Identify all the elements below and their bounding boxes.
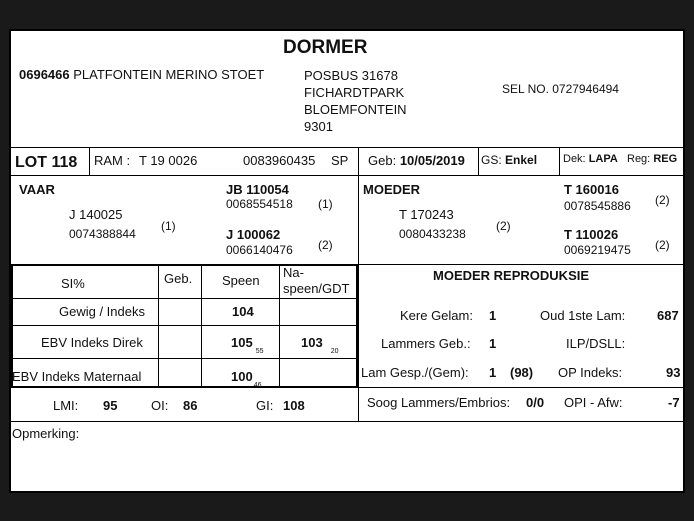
naspeen-header: Na- speen/GDT [283, 265, 350, 296]
dam-count: (2) [496, 219, 511, 233]
address-line-2: FICHARDTPARK [304, 85, 405, 100]
gs-field [481, 153, 537, 167]
dek-value: LAPA [588, 153, 618, 165]
ram-tag: T 19 0026 [139, 153, 198, 168]
divider [89, 148, 90, 175]
naspeen-value-main: 103 [301, 335, 323, 350]
lot-card [9, 29, 685, 493]
kere-value: 1 [489, 308, 497, 323]
lmi-value: 95 [103, 398, 118, 413]
geb-header: Geb. [164, 271, 193, 286]
speen-value [231, 369, 262, 389]
reg-label: Reg: [627, 153, 651, 165]
repro-title: MOEDER REPRODUKSIE [433, 268, 590, 283]
divider [358, 387, 683, 388]
sire-sire-id: 0068554518 [226, 197, 293, 211]
row-label: EBV Indeks Maternaal [12, 369, 142, 384]
dam-dam-tag: T 110026 [564, 227, 619, 242]
birth-date-value: 10/05/2019 [399, 153, 465, 168]
top-dark-border [0, 0, 694, 28]
lammers-label: Lammers Geb.: [381, 336, 471, 351]
dam-dam-id: 0069219475 [564, 243, 631, 257]
ram-sp: SP [331, 153, 349, 168]
sire-count: (1) [161, 219, 176, 233]
naspeen-value-sub: 20 [330, 348, 339, 355]
divider [559, 148, 560, 175]
address-line-4: 9301 [304, 119, 333, 134]
row-label: Gewig / Indeks [59, 304, 145, 319]
sire-tag: J 140025 [69, 207, 123, 222]
divider [279, 264, 280, 388]
gesp-value: 1 [489, 365, 497, 380]
gs-value: Enkel [505, 153, 538, 167]
divider [201, 264, 202, 388]
divider [358, 264, 359, 421]
divider [478, 148, 479, 175]
op-label: OP Indeks: [558, 365, 623, 380]
dam-sire-count: (2) [655, 193, 670, 207]
ram-label: RAM : [94, 153, 131, 168]
sire-dam-count: (2) [318, 238, 333, 252]
speen-header: Speen [222, 273, 260, 288]
opi-value: -7 [668, 395, 680, 410]
ilp-label: ILP/DSLL: [566, 336, 626, 351]
divider [358, 176, 359, 264]
oud-value: 687 [657, 308, 679, 323]
gs-label: GS: [481, 153, 502, 167]
oi-value: 86 [183, 398, 198, 413]
speen-value-main: 105 [231, 335, 253, 350]
sel-number: SEL NO. 0727946494 [502, 82, 619, 96]
divider [11, 298, 358, 299]
sire-label: VAAR [19, 182, 55, 197]
gi-value: 108 [283, 398, 305, 413]
gesp-label: Lam Gesp./(Gem): [361, 365, 469, 380]
address-line-3: BLOEMFONTEIN [304, 102, 407, 117]
divider [358, 264, 683, 265]
dam-id: 0080433238 [399, 227, 466, 241]
speen-value-sub: 55 [255, 348, 264, 355]
si-header: SI% [61, 276, 85, 291]
naspeen-value [301, 335, 339, 355]
divider [11, 421, 683, 422]
speen-value-main: 100 [231, 369, 253, 384]
address-line-1: POSBUS 31678 [304, 68, 398, 83]
dam-label: MOEDER [363, 182, 421, 197]
remarks-label: Opmerking: [12, 426, 80, 441]
divider [11, 325, 358, 326]
owner-name: PLATFONTEIN MERINO STOET [73, 67, 265, 82]
dam-sire-id: 0078545886 [564, 199, 631, 213]
dam-tag: T 170243 [399, 207, 454, 222]
dek-field [563, 153, 618, 165]
oud-label: Oud 1ste Lam: [540, 308, 626, 323]
bottom-dark-border [0, 493, 694, 521]
reg-field [627, 153, 677, 165]
soog-label: Soog Lammers/Embrios: [367, 395, 511, 410]
divider [11, 175, 683, 176]
breed-title: DORMER [283, 37, 368, 58]
ram-id: 0083960435 [243, 153, 316, 168]
opi-label: OPI - Afw: [564, 395, 623, 410]
speen-value: 104 [232, 304, 254, 319]
birth-date-label: Geb: [368, 153, 397, 168]
oi-label: OI: [151, 398, 169, 413]
row-label: EBV Indeks Direk [41, 335, 143, 350]
reg-value: REG [653, 153, 678, 165]
owner-address [304, 67, 407, 135]
owner-line [19, 67, 264, 82]
sire-sire-tag: JB 110054 [226, 182, 289, 197]
sire-dam-id: 0066140476 [226, 243, 293, 257]
gi-label: GI: [256, 398, 274, 413]
dam-dam-count: (2) [655, 238, 670, 252]
lmi-label: LMI: [53, 398, 79, 413]
lammers-value: 1 [489, 336, 497, 351]
divider [358, 148, 359, 175]
sire-sire-count: (1) [318, 197, 333, 211]
speen-value [231, 335, 264, 355]
lot-number: LOT 118 [15, 154, 78, 171]
divider [158, 264, 159, 388]
speen-value-sub: 46 [253, 382, 262, 389]
birth-date [368, 153, 465, 168]
gesp-gem: (98) [510, 365, 534, 380]
sire-id: 0074388844 [69, 227, 136, 241]
op-value: 93 [666, 365, 681, 380]
dek-label: Dek: [563, 153, 586, 165]
divider [11, 358, 358, 359]
dam-sire-tag: T 160016 [564, 182, 619, 197]
divider [11, 147, 683, 148]
kere-label: Kere Gelam: [400, 308, 473, 323]
sire-dam-tag: J 100062 [226, 227, 281, 242]
soog-value: 0/0 [526, 395, 545, 410]
owner-id: 0696466 [19, 67, 70, 82]
